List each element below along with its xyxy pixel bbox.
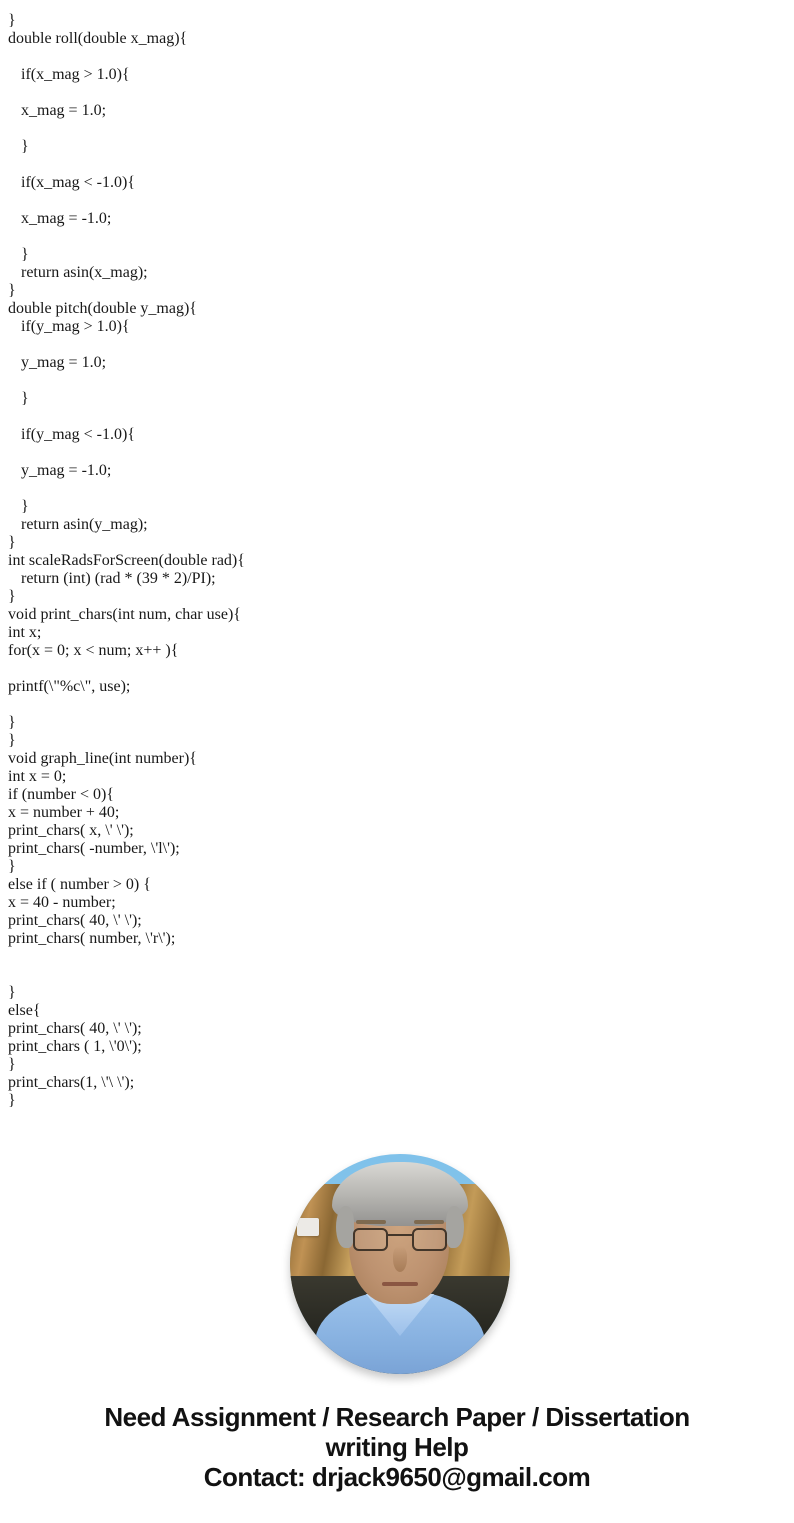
code-line: else{ [8, 1002, 41, 1019]
code-line: if(x_mag < -1.0){ [21, 174, 136, 191]
code-line: return asin(x_mag); [21, 264, 148, 281]
code-line: int x; [8, 624, 42, 641]
code-line: y_mag = -1.0; [21, 462, 112, 479]
code-line: } [8, 1092, 16, 1109]
avatar-nose [393, 1246, 407, 1272]
code-line: } [8, 12, 16, 29]
avatar-mouth [382, 1282, 418, 1286]
code-line [8, 192, 786, 210]
code-line: print_chars( 40, \' \'); [8, 912, 142, 929]
code-line: void graph_line(int number){ [8, 750, 197, 767]
code-line: x_mag = -1.0; [21, 210, 112, 227]
footer-line-3: Contact: drjack9650@gmail.com [203, 1462, 591, 1492]
avatar-hair-left-side [336, 1206, 354, 1248]
avatar-glasses-bridge [388, 1234, 412, 1236]
code-line: return (int) (rad * (39 * 2)/PI); [21, 570, 216, 587]
code-line: printf(\"%c\", use); [8, 678, 131, 695]
code-line [8, 120, 786, 138]
code-line [8, 408, 786, 426]
code-line: } [8, 858, 16, 875]
code-line: int scaleRadsForScreen(double rad){ [8, 552, 245, 569]
code-line: print_chars( x, \' \'); [8, 822, 134, 839]
code-line: } [21, 390, 29, 407]
code-line: } [8, 282, 16, 299]
code-line: } [8, 588, 16, 605]
code-line: } [21, 138, 29, 155]
footer [0, 1402, 794, 1492]
code-line: } [21, 246, 29, 263]
code-line: double roll(double x_mag){ [8, 30, 188, 47]
code-line: double pitch(double y_mag){ [8, 300, 197, 317]
code-line: else if ( number > 0) { [8, 876, 151, 893]
avatar-glasses-right-lens [412, 1228, 447, 1251]
code-line [8, 372, 786, 390]
code-line [8, 156, 786, 174]
avatar [290, 1154, 510, 1374]
code-line [8, 336, 786, 354]
code-line [8, 444, 786, 462]
footer-line-2: writing Help [325, 1432, 469, 1462]
code-line [8, 84, 786, 102]
code-line [8, 966, 786, 984]
code-line: print_chars ( 1, \'0\'); [8, 1038, 142, 1055]
code-line: } [8, 732, 16, 749]
code-line: x_mag = 1.0; [21, 102, 107, 119]
code-line [8, 48, 786, 66]
code-line [8, 948, 786, 966]
code-block [8, 12, 786, 1110]
code-line: } [21, 498, 29, 515]
avatar-glasses-left-lens [353, 1228, 388, 1251]
code-line: } [8, 984, 16, 1001]
code-line [8, 696, 786, 714]
code-line: x = number + 40; [8, 804, 120, 821]
code-line: if(y_mag > 1.0){ [21, 318, 130, 335]
code-line: if (number < 0){ [8, 786, 115, 803]
code-line: } [8, 714, 16, 731]
avatar-eyebrow-left [356, 1220, 386, 1224]
code-line: } [8, 1056, 16, 1073]
code-line: x = 40 - number; [8, 894, 116, 911]
avatar-hair-right-side [446, 1206, 464, 1248]
code-line: print_chars( number, \'r\'); [8, 930, 176, 947]
code-line: } [8, 534, 16, 551]
code-line: int x = 0; [8, 768, 67, 785]
code-line: if(y_mag < -1.0){ [21, 426, 136, 443]
code-line: for(x = 0; x < num; x++ ){ [8, 642, 179, 659]
code-line: y_mag = 1.0; [21, 354, 107, 371]
code-line: void print_chars(int num, char use){ [8, 606, 241, 623]
code-line [8, 660, 786, 678]
code-line: print_chars( -number, \'l\'); [8, 840, 180, 857]
code-line: if(x_mag > 1.0){ [21, 66, 130, 83]
code-line: print_chars(1, \'\ \'); [8, 1074, 135, 1091]
code-line: print_chars( 40, \' \'); [8, 1020, 142, 1037]
code-line [8, 480, 786, 498]
code-line: return asin(y_mag); [21, 516, 148, 533]
code-line [8, 228, 786, 246]
footer-line-1: Need Assignment / Research Paper / Dissertation [104, 1402, 690, 1432]
avatar-wall-plate [297, 1218, 319, 1236]
avatar-eyebrow-right [414, 1220, 444, 1224]
